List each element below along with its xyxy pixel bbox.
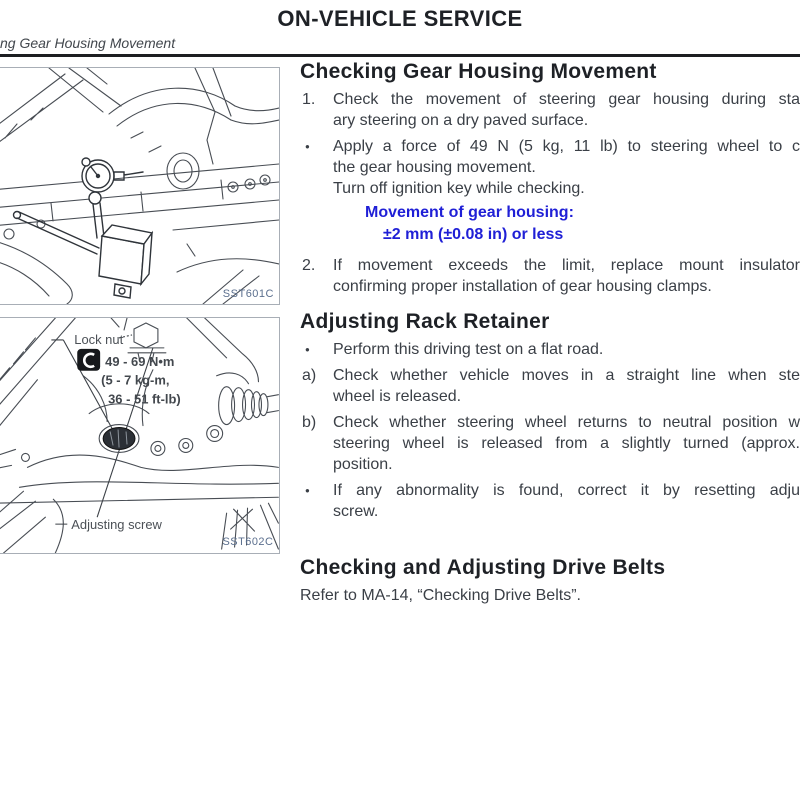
text-line: Refer to MA-14, “Checking Drive Belts”.: [300, 587, 581, 604]
dial-indicator-gauge: [14, 158, 153, 298]
rack-retainer-illustration: [0, 318, 279, 553]
marker-spacer: [300, 276, 333, 297]
item-text: the gear housing movement.: [333, 159, 536, 176]
page-title: ON-VEHICLE SERVICE: [277, 6, 523, 31]
item-text: Turn off ignition key while checking.: [333, 180, 585, 197]
item-text: screw.: [333, 503, 379, 520]
section-heading: Adjusting Rack Retainer: [300, 310, 550, 333]
lock-nut-drawing: [134, 323, 158, 348]
text-line: [300, 433, 800, 454]
section-adjusting-rack-retainer: [300, 310, 800, 522]
torque-spec-kgm: (5 - 7 kg-m,: [101, 372, 170, 388]
item-marker: 1.: [302, 91, 316, 108]
spec-value-line: ±2 mm (±0.08 in) or less: [383, 226, 564, 243]
item-text: Check whether steering wheel returns to neutral position w: [333, 414, 800, 431]
item-text: steering wheel is released from a slightly turned (approx.: [333, 435, 800, 452]
text-line: [300, 276, 800, 297]
list-item-line: [300, 255, 800, 276]
text-line: [300, 454, 800, 475]
figure-code-sst601c: SST601C: [222, 288, 274, 300]
section-body: [300, 89, 800, 297]
item-text: wheel is released.: [333, 388, 462, 405]
list-item-line: [300, 339, 800, 360]
spec-value-line: Movement of gear housing:: [365, 204, 574, 221]
list-item-line: [300, 365, 800, 386]
list-item-line: [300, 480, 800, 501]
running-header-truncated: ng Gear Housing Movement: [0, 35, 176, 51]
section-checking-adjusting-drive-belts: [300, 556, 800, 606]
item-text: If any abnormality is found, correct it by resetting adju: [333, 482, 800, 499]
text-line: [300, 386, 800, 407]
item-text: Check whether vehicle moves in a straight line when ste: [333, 367, 800, 384]
item-marker: b): [302, 414, 317, 431]
marker-spacer: [300, 433, 333, 454]
item-marker: a): [302, 367, 317, 384]
section-heading: Checking and Adjusting Drive Belts: [300, 556, 666, 579]
list-item-line: [300, 412, 800, 433]
section-heading: Checking Gear Housing Movement: [300, 60, 657, 83]
figure-code-sst602c: SST602C: [222, 536, 274, 549]
section-checking-gear-housing-movement: [300, 60, 800, 297]
marker-spacer: [300, 110, 333, 131]
figure-sst601c: [0, 67, 280, 305]
item-text: position.: [333, 456, 393, 473]
lock-nut-label: Lock nut: [74, 331, 124, 347]
item-marker: ●: [305, 486, 310, 495]
marker-spacer: [300, 178, 333, 199]
text-line: [300, 178, 800, 199]
list-item-line: [300, 89, 800, 110]
item-marker: 2.: [302, 257, 316, 274]
torque-spec-nm: 49 - 69 N•m: [105, 353, 175, 369]
marker-spacer: [300, 454, 333, 475]
section-body: [300, 585, 800, 606]
item-marker: ●: [305, 142, 310, 151]
item-text: Apply a force of 49 N (5 kg, 11 lb) to steering wheel to c: [333, 138, 800, 155]
text-line: [300, 501, 800, 522]
item-text: confirming proper installation of gear housing clamps.: [333, 278, 712, 295]
torque-spec-ftlb: 36 - 51 ft-lb): [108, 391, 181, 407]
item-text: If movement exceeds the limit, replace mount insulator: [333, 257, 800, 274]
item-text: ary steering on a dry paved surface.: [333, 112, 589, 129]
gear-housing-measurement-illustration: [0, 68, 279, 304]
adjusting-screw-label: Adjusting screw: [71, 517, 162, 533]
figure-sst602c: [0, 317, 280, 554]
adjusting-screw-drawing: [99, 425, 139, 453]
torque-wrench-icon: [77, 349, 100, 371]
marker-spacer: [300, 501, 333, 522]
text-line: [300, 157, 800, 178]
text-line: [300, 110, 800, 131]
item-text: Perform this driving test on a flat road.: [333, 341, 604, 358]
list-item-line: [300, 136, 800, 157]
item-text: Check the movement of steering gear housing during sta: [333, 91, 800, 108]
section-body: [300, 339, 800, 522]
header-divider-rule: [0, 54, 800, 57]
marker-spacer: [300, 157, 333, 178]
item-marker: ●: [305, 345, 310, 354]
marker-spacer: [300, 386, 333, 407]
